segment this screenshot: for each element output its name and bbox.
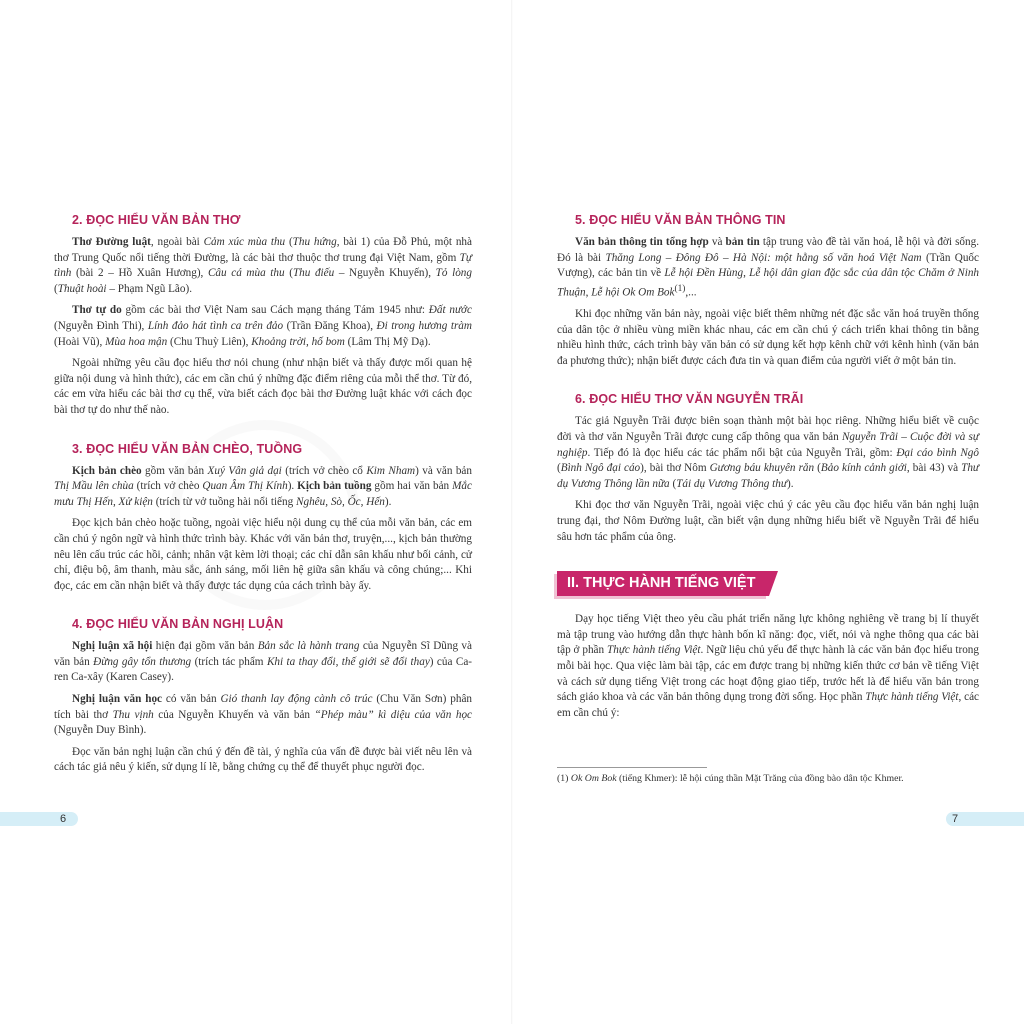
paragraph: Khi đọc những văn bản này, ngoài việc biết thêm những nét đặc sắc văn hoá truyền thống của dân tộc ở nhiều vùng miền khác nhau, các em cần chú ý cách triển khai thông tin bằng nhiều hình thức, cách trình bày văn bản có sử dụng kết hợp kênh chữ với kênh hình (văn bản đa phương thức); nhận biết được cách đưa tin và quan điểm của người viết ở một bản tin. (557, 308, 979, 367)
paragraph: Tác giả Nguyễn Trãi được biên soạn thành một bài học riêng. Những hiểu biết về cuộc đời và thơ văn Nguyễn Trãi được cung cấp thông qua văn bản Nguyễn Trãi – Cuộc đời và sự nghiệp. Tiếp đó là đọc hiểu các tác phẩm nổi bật của Nguyễn Trãi, gồm: Đại cáo bình Ngô (Bình Ngô đại cáo), bài thơ Nôm Gương báu khuyên răn (Bảo kính cảnh giới, bài 43) và Thư dụ Vương Thông lần nữa (Tái dụ Vương Thông thư). (557, 415, 980, 490)
paragraph: Đọc văn bản nghị luận cần chú ý đến đề tài, ý nghĩa của vấn đề được bài viết nêu lên và cách tác giả nêu ý kiến, sử dụng lí lẽ, bằng chứng cụ thể để thuyết phục người đọc. (54, 745, 472, 774)
page-number-strip (0, 812, 78, 826)
paragraph: Thơ Đường luật, ngoài bài Cảm xúc mùa thu (Thu hứng, bài 1) của Đỗ Phủ, một nhà thơ Trung Quốc nổi tiếng thời Đường, là các bài thơ thuộc thơ trung đại Việt Nam, gồm Tự tình (bài 2 – Hồ Xuân Hương), Câu cá mùa thu (Thu điếu – Nguyễn Khuyến), Tỏ lòng (Thuật hoài – Phạm Ngũ Lão). (54, 236, 472, 295)
left-column (54, 212, 472, 782)
paragraph: Đọc kịch bản chèo hoặc tuồng, ngoài việc hiểu nội dung cụ thể của mỗi văn bản, các em cần chú ý ngôn ngữ và hình thức trình bày. Khác với văn bản thơ, truyện,..., kịch bản thường nêu lên cấu trúc các hồi, cảnh; nhân vật kèm lời thoại; các chỉ dẫn sân khấu như bối cảnh, cử chỉ, điệu bộ, âm thanh, màu sắc, ánh sáng, mối liên hệ giữa sân khấu và công chúng;... Khi đọc, các em cần nhận biết và thấy được tác dụng của cách trình bày ấy. (54, 517, 472, 592)
page-number: 6 (60, 813, 67, 825)
section-heading-argument: 4. ĐỌC HIỂU VĂN BẢN NGHỊ LUẬN (72, 617, 284, 632)
paragraph: Nghị luận xã hội hiện đại gồm văn bản Bản sắc là hành trang của Nguyễn Sĩ Dũng và văn bản Đừng gây tổn thương (trích tác phẩm Khi ta thay đổi, thế giới sẽ đổi thay) của Ca-ren Ca-xây (Karen Casey). (54, 640, 473, 684)
paragraph: Kịch bản chèo gồm văn bản Xuý Vân giả dại (trích vở chèo cổ Kim Nham) và văn bản Thị Mầu lên chùa (trích vở chèo Quan Âm Thị Kính). Kịch bản tuồng gồm hai văn bản Mắc mưu Thị Hến, Xử kiện (trích từ vở tuồng hài nổi tiếng Nghêu, Sò, Ốc, Hến). (54, 464, 472, 508)
paragraph: Nghị luận văn học có văn bản Gió thanh lay động cành cô trúc (Chu Văn Sơn) phân tích bài thơ Thu vịnh của Nguyễn Khuyến và văn bản “Phép màu” kì diệu của văn học (Nguyễn Duy Bình). (54, 693, 473, 737)
section-heading-poetry: 2. ĐỌC HIỂU VĂN BẢN THƠ (72, 213, 241, 227)
footnote: (1) Ok Om Bok (tiếng Khmer): lễ hội cúng thần Mặt Trăng của đồng bào dân tộc Khmer. (557, 773, 904, 784)
paragraph: Khi đọc thơ văn Nguyễn Trãi, ngoài việc chú ý các yêu cầu đọc hiểu văn bản nghị luận trung đại, thơ Nôm Đường luật, cần biết vận dụng những hiểu biết về Nguyễn Trãi để hiểu sâu hơn tác phẩm của ông. (557, 499, 979, 543)
footnote-divider (557, 767, 707, 768)
right-column (557, 212, 979, 727)
paragraph: Văn bản thông tin tổng hợp và bản tin tập trung vào đề tài văn hoá, lễ hội và đời sống. Đó là bài Thăng Long – Đông Đô – Hà Nội: một hằng số văn hoá Việt Nam (Trần Quốc Vượng), các bản tin về Lễ hội Đền Hùng, Lễ hội dân gian đặc sắc của dân tộc Chăm ở Ninh Thuận, Lễ hội Ok Om Bok$^{(1)}$,... (557, 236, 980, 299)
section-heading-nguyen-trai: 6. ĐỌC HIỂU THƠ VĂN NGUYỄN TRÃI (575, 392, 804, 407)
section-heading-cheo-tuong: 3. ĐỌC HIỂU VĂN BẢN CHÈO, TUỒNG (72, 441, 303, 456)
right-page (512, 0, 1024, 1024)
section-banner-vietnamese-practice: II. THỰC HÀNH TIẾNG VIỆT (557, 571, 769, 596)
paragraph: Thơ tự do gồm các bài thơ Việt Nam sau Cách mạng tháng Tám 1945 như: Đất nước (Nguyễn Đình Thi), Lính đảo hát tình ca trên đảo (Trần Đăng Khoa), Đi trong hương tràm (Hoài Vũ), Mùa hoa mận (Chu Thuỳ Liên), Khoảng trời, hố bom (Lâm Thị Mỹ Dạ). (54, 304, 472, 348)
paragraph: Dạy học tiếng Việt theo yêu cầu phát triển năng lực không nghiêng về trang bị lí thuyết mà tập trung vào hướng dẫn thực hành bốn kĩ năng: đọc, viết, nói và nghe thông qua các bài tập ở phần Thực hành tiếng Việt. Ngữ liệu chủ yếu để thực hành là các văn bản đọc hiểu trong mỗi bài học. Qua việc làm bài tập, các em được trang bị những kiến thức cơ bản về tiếng Việt và cách sử dụng tiếng Việt trong các hoạt động giao tiếp, trước hết là để hiểu văn bản trong sách giáo khoa và các văn bản thông dụng trong đời sống. Học phần Thực hành tiếng Việt, các em cần chú ý: (557, 613, 979, 719)
section-heading-info-text: 5. ĐỌC HIỂU VĂN BẢN THÔNG TIN (575, 213, 786, 227)
paragraph: Ngoài những yêu cầu đọc hiểu thơ nói chung (như nhận biết và thấy được mối quan hệ giữa nội dung và hình thức), các em cần chú ý những đặc điểm riêng của mỗi thể thơ. Từ đó, các em vừa hiểu các bài thơ cụ thể, vừa biết cách đọc bài thơ Đường luật khác với cách đọc bài thơ tự do như thế nào. (54, 357, 472, 416)
page-number: 7 (952, 813, 959, 825)
